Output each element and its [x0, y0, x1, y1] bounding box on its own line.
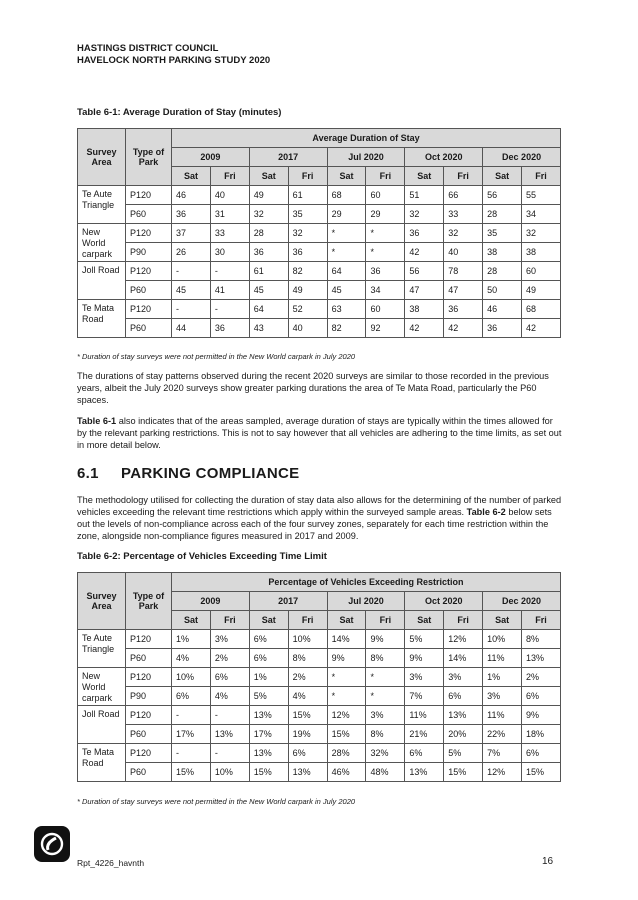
value-cell: 13% [249, 706, 288, 725]
value-cell: 6% [210, 668, 249, 687]
value-cell: * [366, 243, 405, 262]
value-cell: 32% [366, 744, 405, 763]
value-cell: 20% [444, 725, 483, 744]
value-cell: 3% [210, 630, 249, 649]
page-number: 16 [542, 856, 554, 867]
park-type-cell: P120 [126, 630, 172, 649]
value-cell: 11% [405, 706, 444, 725]
day-header: Sat [405, 611, 444, 630]
value-cell: 63 [327, 300, 366, 319]
day-header: Fri [210, 611, 249, 630]
day-header: Fri [366, 167, 405, 186]
table2-footnote: * Duration of stay surveys were not permitted in the New World carpark in July 2020 [77, 797, 356, 806]
value-cell: 10% [210, 763, 249, 782]
value-cell: 33 [444, 205, 483, 224]
value-cell: * [366, 668, 405, 687]
day-header: Fri [366, 611, 405, 630]
day-header: Fri [288, 611, 327, 630]
value-cell: - [210, 262, 249, 281]
report-id: Rpt_4226_havnth [77, 858, 145, 868]
value-cell: 40 [210, 186, 249, 205]
value-cell: 2% [288, 668, 327, 687]
table-row [78, 281, 561, 300]
value-cell: 35 [288, 205, 327, 224]
value-cell: 43 [249, 319, 288, 338]
day-header: Sat [172, 611, 211, 630]
col-header-survey-area: Survey Area [78, 129, 126, 186]
value-cell: 56 [405, 262, 444, 281]
table1-caption: Table 6-1: Average Duration of Stay (minutes) [77, 107, 282, 118]
company-logo [34, 826, 70, 862]
value-cell: 42 [405, 319, 444, 338]
value-cell: - [210, 706, 249, 725]
park-type-cell: P120 [126, 262, 172, 281]
value-cell: 9% [327, 649, 366, 668]
value-cell: 36 [444, 300, 483, 319]
value-cell: * [327, 243, 366, 262]
value-cell: 6% [249, 630, 288, 649]
day-header: Sat [172, 167, 211, 186]
value-cell: 2% [210, 649, 249, 668]
value-cell: 3% [483, 687, 522, 706]
year-header: 2009 [172, 148, 250, 167]
value-cell: 13% [444, 706, 483, 725]
value-cell: 32 [249, 205, 288, 224]
value-cell: 61 [288, 186, 327, 205]
value-cell: 10% [483, 630, 522, 649]
value-cell: 6% [444, 687, 483, 706]
park-type-cell: P120 [126, 300, 172, 319]
value-cell: 18% [522, 725, 561, 744]
value-cell: 61 [249, 262, 288, 281]
day-header: Fri [444, 611, 483, 630]
col-header-type-of-park: Type of Park [126, 129, 172, 186]
value-cell: 49 [288, 281, 327, 300]
value-cell: 34 [522, 205, 561, 224]
value-cell: 13% [249, 744, 288, 763]
paragraph-durations: The durations of stay patterns observed during the recent 2020 surveys are similar to those recorded in the previous years, albeit the July 2020 surveys show greater parking durations the area of Te Mata Road, particularly the P60 spaces. [77, 371, 549, 405]
value-cell: 8% [288, 649, 327, 668]
value-cell: 36 [405, 224, 444, 243]
value-cell: 3% [444, 668, 483, 687]
value-cell: 51 [405, 186, 444, 205]
value-cell: 4% [210, 687, 249, 706]
survey-area-cell: Te Aute Triangle [78, 186, 126, 224]
value-cell: 31 [210, 205, 249, 224]
value-cell: 6% [405, 744, 444, 763]
value-cell: 42 [405, 243, 444, 262]
value-cell: 49 [522, 281, 561, 300]
value-cell: 7% [405, 687, 444, 706]
duration-table [77, 128, 561, 338]
col-header-survey-area: Survey Area [78, 573, 126, 630]
survey-area-cell: Te Mata Road [78, 300, 126, 338]
value-cell: 49 [249, 186, 288, 205]
table-ref-bold: Table 6-1 [77, 416, 117, 426]
col-header-type-of-park: Type of Park [126, 573, 172, 630]
value-cell: 13% [522, 649, 561, 668]
value-cell: 19% [288, 725, 327, 744]
park-type-cell: P120 [126, 744, 172, 763]
value-cell: 40 [444, 243, 483, 262]
value-cell: 60 [522, 262, 561, 281]
value-cell: 32 [405, 205, 444, 224]
day-header: Sat [249, 167, 288, 186]
day-header: Fri [288, 167, 327, 186]
year-header: Dec 2020 [483, 592, 561, 611]
year-header: 2017 [249, 592, 327, 611]
value-cell: 15% [288, 706, 327, 725]
value-cell: - [172, 262, 211, 281]
value-cell: 28% [327, 744, 366, 763]
value-cell: 36 [210, 319, 249, 338]
value-cell: * [327, 668, 366, 687]
value-cell: 13% [288, 763, 327, 782]
value-cell: 14% [327, 630, 366, 649]
park-type-cell: P60 [126, 205, 172, 224]
value-cell: 36 [483, 319, 522, 338]
value-cell: 15% [172, 763, 211, 782]
day-header: Fri [522, 611, 561, 630]
paragraph-methodology [77, 494, 562, 542]
value-cell: - [172, 300, 211, 319]
day-header: Sat [405, 167, 444, 186]
park-type-cell: P60 [126, 319, 172, 338]
value-cell: 68 [522, 300, 561, 319]
value-cell: 11% [483, 649, 522, 668]
paragraph-text-2: below sets out the levels of non-compliance across each of the four survey zones, separately for each time restriction within the zone, alongside non-compliance figures measured in 2017 and 2009. [77, 507, 552, 541]
value-cell: 46 [483, 300, 522, 319]
day-header: Sat [327, 611, 366, 630]
value-cell: 36 [288, 243, 327, 262]
value-cell: 13% [405, 763, 444, 782]
value-cell: - [210, 744, 249, 763]
section-title: PARKING COMPLIANCE [121, 465, 300, 482]
value-cell: 1% [249, 668, 288, 687]
value-cell: 48% [366, 763, 405, 782]
value-cell: 33 [210, 224, 249, 243]
value-cell: 60 [366, 300, 405, 319]
value-cell: 42 [444, 319, 483, 338]
value-cell: 35 [483, 224, 522, 243]
table-row [78, 300, 561, 319]
year-header: Jul 2020 [327, 148, 405, 167]
table-row [78, 649, 561, 668]
park-type-cell: P90 [126, 243, 172, 262]
value-cell: 45 [327, 281, 366, 300]
value-cell: 3% [405, 668, 444, 687]
section-heading [77, 465, 299, 482]
survey-area-cell: Te Mata Road [78, 744, 126, 782]
table-row [78, 763, 561, 782]
value-cell: - [172, 744, 211, 763]
table2-caption: Table 6-2: Percentage of Vehicles Exceeding Time Limit [77, 551, 327, 562]
value-cell: 60 [366, 186, 405, 205]
value-cell: 9% [366, 630, 405, 649]
value-cell: 82 [288, 262, 327, 281]
document-header [77, 43, 270, 67]
value-cell: 26 [172, 243, 211, 262]
day-header: Sat [249, 611, 288, 630]
value-cell: 15% [327, 725, 366, 744]
table-row [78, 744, 561, 763]
table-row [78, 319, 561, 338]
day-header: Sat [327, 167, 366, 186]
value-cell: 29 [327, 205, 366, 224]
table-row [78, 725, 561, 744]
value-cell: 32 [444, 224, 483, 243]
park-type-cell: P120 [126, 186, 172, 205]
value-cell: 28 [249, 224, 288, 243]
value-cell: 37 [172, 224, 211, 243]
value-cell: 41 [210, 281, 249, 300]
value-cell: 10% [172, 668, 211, 687]
table-row [78, 668, 561, 687]
value-cell: 47 [405, 281, 444, 300]
day-header: Sat [483, 611, 522, 630]
value-cell: 3% [366, 706, 405, 725]
value-cell: 40 [288, 319, 327, 338]
day-header: Fri [444, 167, 483, 186]
value-cell: 47 [444, 281, 483, 300]
value-cell: 11% [483, 706, 522, 725]
day-header: Sat [483, 167, 522, 186]
year-header: Jul 2020 [327, 592, 405, 611]
group-header: Percentage of Vehicles Exceeding Restriction [172, 573, 561, 592]
table-row [78, 205, 561, 224]
value-cell: 45 [172, 281, 211, 300]
value-cell: * [327, 687, 366, 706]
day-header: Fri [210, 167, 249, 186]
table-ref-bold-2: Table 6-2 [466, 507, 506, 517]
survey-area-cell: New World carpark [78, 668, 126, 706]
value-cell: 38 [405, 300, 444, 319]
value-cell: - [210, 300, 249, 319]
park-type-cell: P90 [126, 687, 172, 706]
value-cell: 28 [483, 262, 522, 281]
year-header: Oct 2020 [405, 592, 483, 611]
year-header: 2009 [172, 592, 250, 611]
value-cell: 52 [288, 300, 327, 319]
park-type-cell: P60 [126, 649, 172, 668]
header-study: HAVELOCK NORTH PARKING STUDY 2020 [77, 55, 271, 66]
value-cell: 34 [366, 281, 405, 300]
paragraph-table-reference [77, 415, 562, 451]
value-cell: 6% [288, 744, 327, 763]
value-cell: 6% [522, 687, 561, 706]
value-cell: 2% [522, 668, 561, 687]
value-cell: 44 [172, 319, 211, 338]
value-cell: 12% [327, 706, 366, 725]
value-cell: 55 [522, 186, 561, 205]
value-cell: 66 [444, 186, 483, 205]
park-type-cell: P60 [126, 763, 172, 782]
value-cell: 7% [483, 744, 522, 763]
value-cell: 1% [172, 630, 211, 649]
value-cell: 78 [444, 262, 483, 281]
value-cell: 64 [327, 262, 366, 281]
value-cell: 8% [366, 649, 405, 668]
value-cell: 6% [249, 649, 288, 668]
table-row [78, 687, 561, 706]
value-cell: 22% [483, 725, 522, 744]
value-cell: 8% [522, 630, 561, 649]
survey-area-cell: Te Aute Triangle [78, 630, 126, 668]
value-cell: 12% [444, 630, 483, 649]
value-cell: 1% [483, 668, 522, 687]
value-cell: 82 [327, 319, 366, 338]
value-cell: 36 [366, 262, 405, 281]
year-header: 2017 [249, 148, 327, 167]
park-type-cell: P60 [126, 281, 172, 300]
value-cell: * [327, 224, 366, 243]
value-cell: 46 [172, 186, 211, 205]
value-cell: 9% [405, 649, 444, 668]
value-cell: 15% [444, 763, 483, 782]
value-cell: 5% [444, 744, 483, 763]
value-cell: 12% [483, 763, 522, 782]
value-cell: 38 [483, 243, 522, 262]
park-type-cell: P120 [126, 224, 172, 243]
value-cell: 36 [172, 205, 211, 224]
exceeding-table [77, 572, 561, 782]
value-cell: 4% [288, 687, 327, 706]
value-cell: 9% [522, 706, 561, 725]
table-row [78, 630, 561, 649]
value-cell: 46% [327, 763, 366, 782]
year-header: Oct 2020 [405, 148, 483, 167]
park-type-cell: P60 [126, 725, 172, 744]
value-cell: 21% [405, 725, 444, 744]
survey-area-cell: New World carpark [78, 224, 126, 262]
value-cell: 29 [366, 205, 405, 224]
value-cell: 6% [172, 687, 211, 706]
table-row [78, 262, 561, 281]
park-type-cell: P120 [126, 706, 172, 725]
value-cell: 56 [483, 186, 522, 205]
value-cell: 38 [522, 243, 561, 262]
table-row [78, 186, 561, 205]
value-cell: 4% [172, 649, 211, 668]
group-header: Average Duration of Stay [172, 129, 561, 148]
value-cell: * [366, 687, 405, 706]
value-cell: 30 [210, 243, 249, 262]
value-cell: 50 [483, 281, 522, 300]
value-cell: 92 [366, 319, 405, 338]
park-type-cell: P120 [126, 668, 172, 687]
table-row [78, 706, 561, 725]
year-header: Dec 2020 [483, 148, 561, 167]
value-cell: 14% [444, 649, 483, 668]
table-row [78, 224, 561, 243]
value-cell: 15% [249, 763, 288, 782]
value-cell: - [172, 706, 211, 725]
value-cell: 13% [210, 725, 249, 744]
paragraph-text: also indicates that of the areas sampled, average duration of stays are typically within the times allowed for by the relevant parking restrictions. This is not to say however that all vehicles are adhering to the time limits, as set out in more detail below. [77, 416, 562, 450]
paragraph-text-1: The methodology utilised for collecting the duration of stay data also allows for the determining of the number of parked vehicles exceeding the relevant time restrictions which apply within the surveyed sample areas. [77, 495, 562, 517]
value-cell: 32 [288, 224, 327, 243]
value-cell: 36 [249, 243, 288, 262]
survey-area-cell: Joll Road [78, 706, 126, 744]
value-cell: * [366, 224, 405, 243]
header-org: HASTINGS DISTRICT COUNCIL [77, 43, 219, 54]
section-number: 6.1 [77, 465, 99, 482]
table-row [78, 243, 561, 262]
value-cell: 17% [172, 725, 211, 744]
survey-area-cell: Joll Road [78, 262, 126, 300]
value-cell: 17% [249, 725, 288, 744]
value-cell: 15% [522, 763, 561, 782]
value-cell: 5% [249, 687, 288, 706]
value-cell: 5% [405, 630, 444, 649]
value-cell: 6% [522, 744, 561, 763]
value-cell: 28 [483, 205, 522, 224]
value-cell: 8% [366, 725, 405, 744]
value-cell: 32 [522, 224, 561, 243]
value-cell: 68 [327, 186, 366, 205]
value-cell: 45 [249, 281, 288, 300]
day-header: Fri [522, 167, 561, 186]
value-cell: 10% [288, 630, 327, 649]
value-cell: 64 [249, 300, 288, 319]
table1-footnote: * Duration of stay surveys were not permitted in the New World carpark in July 2020 [77, 352, 356, 361]
value-cell: 42 [522, 319, 561, 338]
